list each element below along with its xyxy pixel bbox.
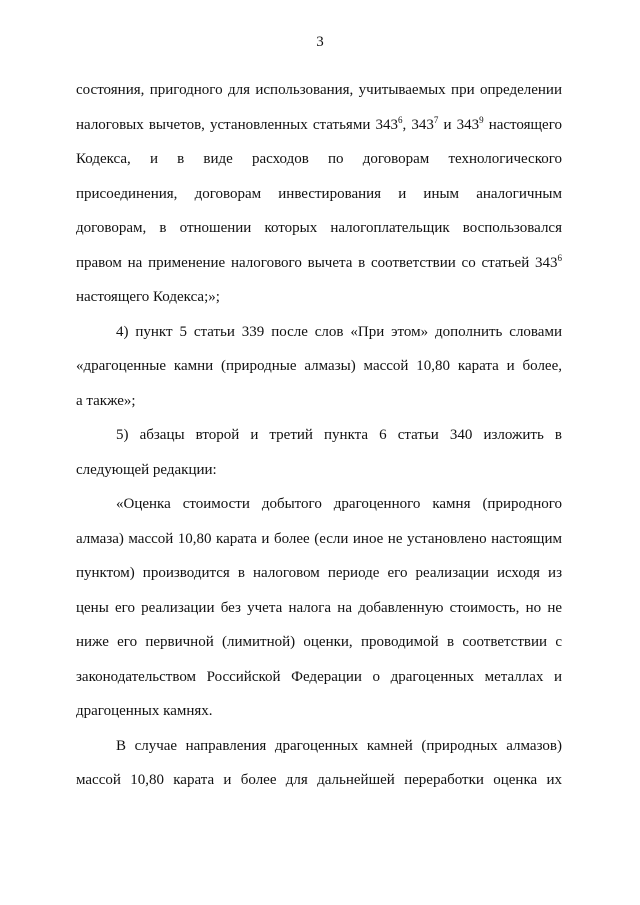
text-line: 4) пункт 5 статьи 339 после слов «При этом» дополнить словами — [116, 323, 562, 340]
text-line: настоящего Кодекса;»; — [76, 289, 220, 305]
text-line: массой 10,80 карата и более для дальнейшей переработки оценка их — [76, 772, 562, 788]
text-line: цены его реализации без учета налога на добавленную стоимость, но не — [76, 599, 562, 616]
text-line: а также»; — [76, 392, 136, 409]
text-line: Кодекса, и в виде расходов по договорам технологического — [76, 151, 562, 167]
text-line: алмаза) массой 10,80 карата и более (если иное не установлено настоящим — [76, 530, 562, 547]
text-line — [76, 108, 562, 143]
text-line: следующей редакции: — [76, 461, 217, 478]
text-line: пунктом) производится в налоговом периоде его реализации исходя из — [76, 565, 562, 581]
text-line: законодательством Российской Федерации о драгоценных металлах и — [76, 668, 562, 685]
superscript: 9 — [479, 114, 484, 125]
text-fragment: правом на применение налогового вычета в соответствии со статьей 343 — [76, 254, 558, 271]
text-fragment: , 343 — [402, 116, 434, 133]
text-line: ниже его первичной (лимитной) оценки, проводимой в соответствии с — [76, 634, 562, 650]
page-number: 3 — [316, 34, 324, 50]
text-line: 5) абзацы второй и третий пункта 6 статьи 340 изложить в — [116, 427, 562, 443]
superscript: 7 — [433, 114, 439, 125]
text-line: драгоценных камнях. — [76, 703, 213, 719]
text-fragment: и 343 — [438, 116, 480, 133]
text-line: В случае направления драгоценных камней (природных алмазов) — [116, 737, 562, 754]
text-fragment: налоговых вычетов, установленных статьями 343 — [76, 116, 398, 133]
superscript: 6 — [557, 252, 562, 263]
document-body — [76, 73, 562, 798]
text-fragment: настоящего — [483, 116, 562, 133]
text-line: присоединения, договорам инвестирования и иным аналогичным — [76, 185, 562, 202]
text-line: состояния, пригодного для использования, учитываемых при определении — [76, 82, 562, 98]
text-line: «драгоценные камни (природные алмазы) массой 10,80 карата и более, — [76, 358, 562, 374]
text-line: договорам, в отношении которых налогоплательщик воспользовался — [76, 220, 562, 236]
text-line: «Оценка стоимости добытого драгоценного камня (природного — [116, 496, 562, 512]
superscript: 6 — [397, 114, 403, 125]
text-line — [76, 246, 562, 281]
